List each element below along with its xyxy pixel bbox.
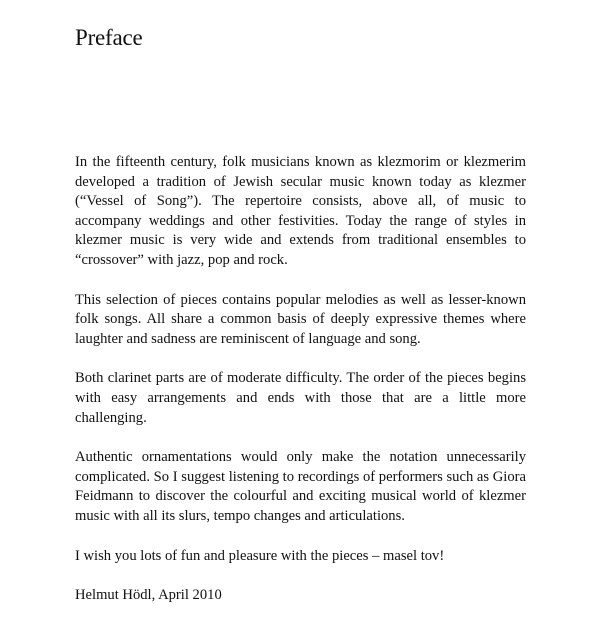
paragraph-selection: This selection of pieces contains popular melodies as well as lesser-known folk songs. All share a common basis of deeply expressive themes where laughter and sadness are reminiscent of language and song. <box>75 291 526 347</box>
signature: Helmut Hödl, April 2010 <box>75 587 222 604</box>
paragraph-closing-wish: I wish you lots of fun and pleasure with the pieces – masel tov! <box>75 547 445 564</box>
paragraph-difficulty: Both clarinet parts are of moderate difficulty. The order of the pieces begins with easy arrangements and ends with those that are a little more challenging. <box>75 370 526 426</box>
paragraph-history: In the fifteenth century, folk musicians known as klezmorim or klezmerim developed a tradition of Jewish secular music known today as klezmer (“Vessel of Song”). The repertoire consists, above all, of music to accompany weddings and other festivities. Today the range of styles in klezmer music is very wide and extends from traditional ensembles to “crossover” with jazz, pop and rock. <box>75 154 526 268</box>
page-title: Preface <box>75 25 143 50</box>
preface-body <box>75 153 526 626</box>
paragraph-ornamentation: Authentic ornamentations would only make the notation unnecessarily complicated. So I suggest listening to recordings of performers such as Giora Feidmann to discover the colourful and exciting musical world of klezmer music with all its slurs, tempo changes and articulations. <box>75 449 526 524</box>
